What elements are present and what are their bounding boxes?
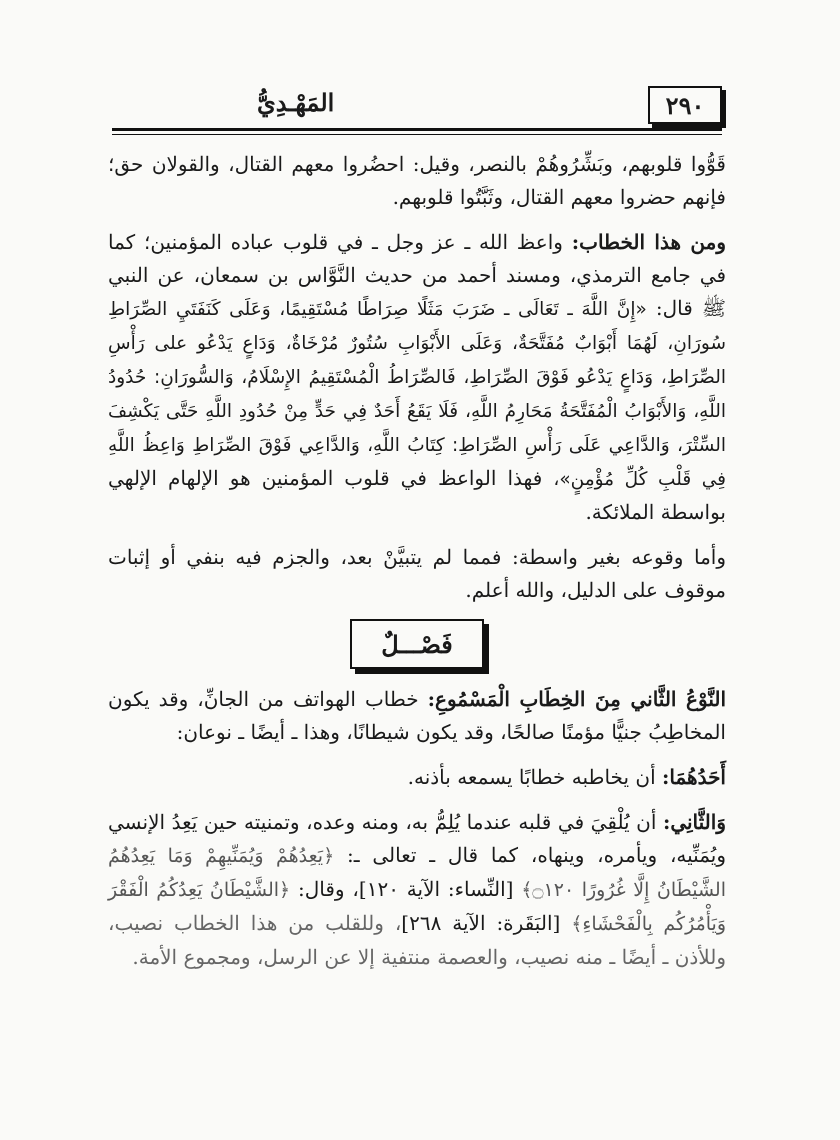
quran-verse-1: ﴿يَعِدُهُمْ وَيُمَنِّيهِمْ وَمَا يَعِدُهُمُ الشَّيْطَانُ إِلَّا غُرُورًا ۝١٢٠﴾	[108, 845, 726, 901]
paragraph-5-term: أَحَدُهُمَا:	[661, 765, 726, 789]
paragraph-1-text: قَوُّوا قلوبهم، وبَشِّرُوهُمْ بالنصر، وقيل: احضُروا معهم القتال، والقولان حق؛ فإنهم حضروا معهم القتال، وثَبَّتُوا قلوبهم.	[108, 152, 726, 209]
paragraph-4	[108, 683, 726, 749]
paragraph-6-term: وَالثَّانِي:	[662, 810, 726, 834]
page-body	[108, 148, 726, 986]
page-header	[112, 86, 722, 126]
paragraph-3	[108, 541, 726, 607]
page-number: ٢٩٠	[648, 86, 722, 124]
paragraph-6	[108, 806, 726, 974]
paragraph-1	[108, 148, 726, 214]
paragraph-2	[108, 226, 726, 529]
paragraph-4-term: النَّوْعُ الثَّاني مِنَ الخِطَابِ الْمَسْمُوعِ:	[427, 687, 727, 711]
header-rule-thin	[112, 134, 722, 135]
section-heading: فَصْـــلٌ	[350, 619, 484, 669]
paragraph-2-tail: فهذا الواعظ في قلوب المؤمنين هو الإلهام الإلهي بواسطة الملائكة.	[108, 466, 726, 524]
paragraph-3-text: وأما وقوعه بغير واسطة: فمما لم يتبيَّنْ بعد، والجزم فيه بنفي أو إثبات موقوف على الدليل، والله أعلم.	[108, 545, 726, 602]
hadith-quote: «إِنَّ اللَّهَ ـ تَعَالَى ـ ضَرَبَ مَثَلًا صِرَاطًا مُسْتَقِيمًا، وَعَلَى كَنَفَتَيِ الصِّرَاطِ سُورَانِ، لَهُمَا أَبْوَابٌ مُفَتَّحَةٌ، وَعَلَى الأَبْوَابِ سُتُورٌ مُرْخَاةٌ، وَدَاعٍ يَدْعُو على رَأْسِ الصِّرَاطِ، وَدَاعٍ يَدْعُو فَوْقَ الصِّرَاطِ، فَالصِّرَاطُ الْمُسْتَقِيمُ الإِسْلَامُ، وَالسُّورَانِ: حُدُودُ اللَّهِ، وَالأَبْوَابُ الْمُفَتَّحَةُ مَحَارِمُ اللَّهِ، فَلَا يَقَعُ أَحَدٌ فِي حَدٍّ مِنْ حُدُودِ اللَّهِ حَتَّى يَكْشِفَ السِّتْرَ، وَالدَّاعِي عَلَى رَأْسِ الصِّرَاطِ: كِتَابُ اللَّهِ، وَالدَّاعِي فَوْقَ الصِّرَاطِ وَاعِظُ اللَّهِ فِي قَلْبِ كُلِّ مُؤْمِنٍ»،	[108, 299, 727, 490]
quran-verse-2: ﴿الشَّيْطَانُ يَعِدُكُمُ الْفَقْرَ وَيَأْمُرُكُم بِالْفَحْشَاءِ﴾	[108, 879, 727, 935]
verse-ref-1: [النِّساء: الآية ١٢٠]	[358, 877, 514, 901]
paragraph-6-mid: ، وقال:	[298, 877, 359, 901]
paragraph-2-term: ومن هذا الخطاب:	[571, 230, 727, 254]
paragraph-2-text: واعظ الله ـ عز وجل ـ في قلوب عباده المؤمنين؛ كما في جامع الترمذي، ومسند أحمد من حديث النَّوَّاس بن سمعان، عن النبي ﷺ قال:	[108, 230, 726, 320]
paragraph-6-tail: ، وللقلب من هذا الخطاب نصيب، وللأذن ـ أيضًا ـ منه نصيب، والعصمة منتفية إلا عن الرسل، ومجموع الأمة.	[108, 911, 726, 969]
paragraph-6-text: أن يُلْقِيَ في قلبه عندما يُلِمُّ به، ومنه وعده، وتمنيته حين يَعِدُ الإنسي ويُمَنِّيه، ويأمره، وينهاه، كما قال ـ تعالى ـ:	[108, 810, 726, 867]
running-title: المَهْـدِيُّ	[257, 88, 335, 117]
section-heading-wrap	[108, 619, 726, 669]
verse-ref-2: [البَقَرة: الآية ٢٦٨]	[401, 911, 561, 935]
paragraph-5	[108, 761, 726, 794]
paragraph-5-text: أن يخاطبه خطابًا يسمعه بأذنه.	[407, 765, 656, 789]
paragraph-4-text: خطاب الهواتف من الجانِّ، وقد يكون المخاطِبُ جنيًّا مؤمنًا صالحًا، وقد يكون شيطانًا، وهذا ـ أيضًا ـ نوعان:	[108, 687, 726, 744]
header-rule-thick	[112, 128, 722, 131]
